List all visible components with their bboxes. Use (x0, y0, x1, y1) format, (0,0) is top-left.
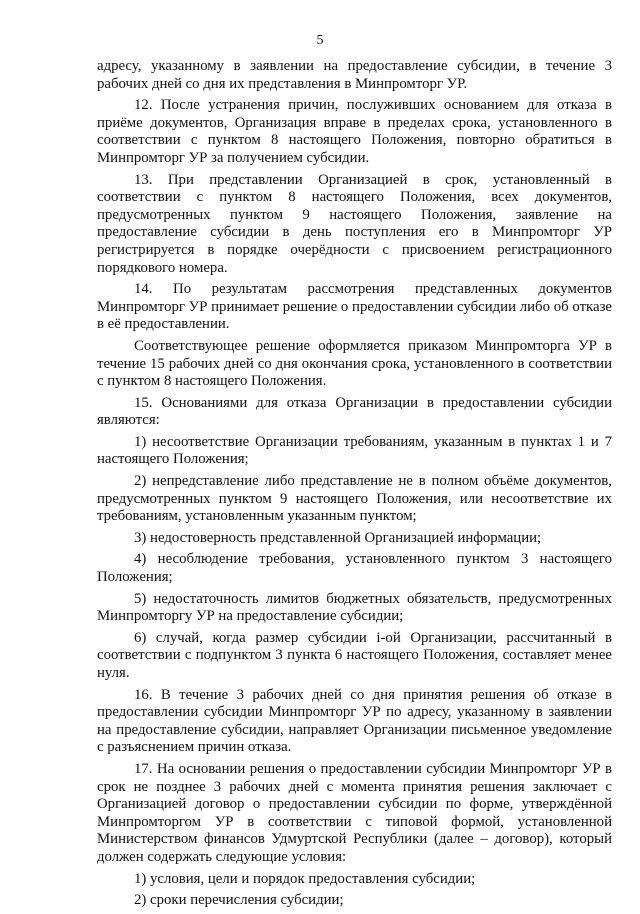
paragraph-14-decision: Соответствующее решение оформляется приказом Минпромторга УР в течение 15 рабочих дней со дня окончания срока, установленного в соответствии с пунктом 8 настоящего Положения. (97, 337, 612, 390)
document-body (97, 58, 612, 914)
list-item-15-3: 3) недостоверность представленной Организацией информации; (134, 529, 542, 546)
page-number: 5 (316, 33, 324, 48)
list-item-17-2: 2) сроки перечисления субсидии; (134, 892, 344, 909)
paragraph-16: 16. В течение 3 рабочих дней со дня принятия решения об отказе в предоставлении субсидии Минпромторг УР по адресу, указанному в заявлении на предоставление субсидии, направляет Организации письменное уведомление с разъяснением причин отказа. (97, 686, 612, 756)
list-item-15-4: 4) несоблюдение требования, установленного пунктом 3 настоящего Положения; (97, 551, 612, 586)
paragraph-15: 15. Основаниями для отказа Организации в предоставлении субсидии являются: (97, 394, 612, 429)
paragraph-13: 13. При представлении Организацией в срок, установленный в соответствии с пунктом 8 настоящего Положения, всех документов, предусмотренных пунктом 9 настоящего Положения, заявление на предоставление субсидии в день поступления его в Минпромторг УР регистрируется в порядке очерёдности с присвоением регистрационного порядкового номера. (97, 171, 612, 276)
paragraph-12: 12. После устранения причин, послуживших основанием для отказа в приёме документов, Организация вправе в пределах срока, установленного в соответствии с пунктом 8 настоящего Положения, повторно обратиться в Минпромторг УР за получением субсидии. (97, 97, 612, 166)
list-item-17-1: 1) условия, цели и порядок предоставления субсидии; (134, 870, 476, 887)
list-item-15-5: 5) недостаточность лимитов бюджетных обязательств, предусмотренных Минпромторгу УР на предоставление субсидии; (97, 590, 612, 625)
paragraph-continuation: адресу, указанному в заявлении на предоставление субсидии, в течение 3 рабочих дней со дня их представления в Минпромторг УР. (97, 58, 612, 92)
paragraph-14: 14. По результатам рассмотрения представленных документов Минпромторг УР принимает решение о предоставлении субсидии либо об отказе в её предоставлении. (97, 281, 612, 333)
list-item-15-6: 6) случай, когда размер субсидии i-ой Организации, рассчитанный в соответствии с подпунктом 3 пункта 6 настоящего Положения, составляет менее нуля. (97, 629, 612, 681)
list-item-15-1: 1) несоответствие Организации требованиям, указанным в пунктах 1 и 7 настоящего Положения; (97, 433, 612, 468)
paragraph-17: 17. На основании решения о предоставлении субсидии Минпромторг УР в срок не позднее 3 рабочих дней с момента принятия решения заключает с Организацией договор о предоставлении субсидии по форме, утверждённой Минпромторгом УР в соответствии с типовой формой, установленной Министерством финансов Удмуртской Республики (далее – договор), который должен содержать следующие условия: (97, 760, 612, 865)
list-item-15-2: 2) непредставление либо представление не в полном объёме документов, предусмотренных пунктом 9 настоящего Положения, или несоответствие их требованиям, установленным указанным пунктом; (97, 473, 612, 525)
